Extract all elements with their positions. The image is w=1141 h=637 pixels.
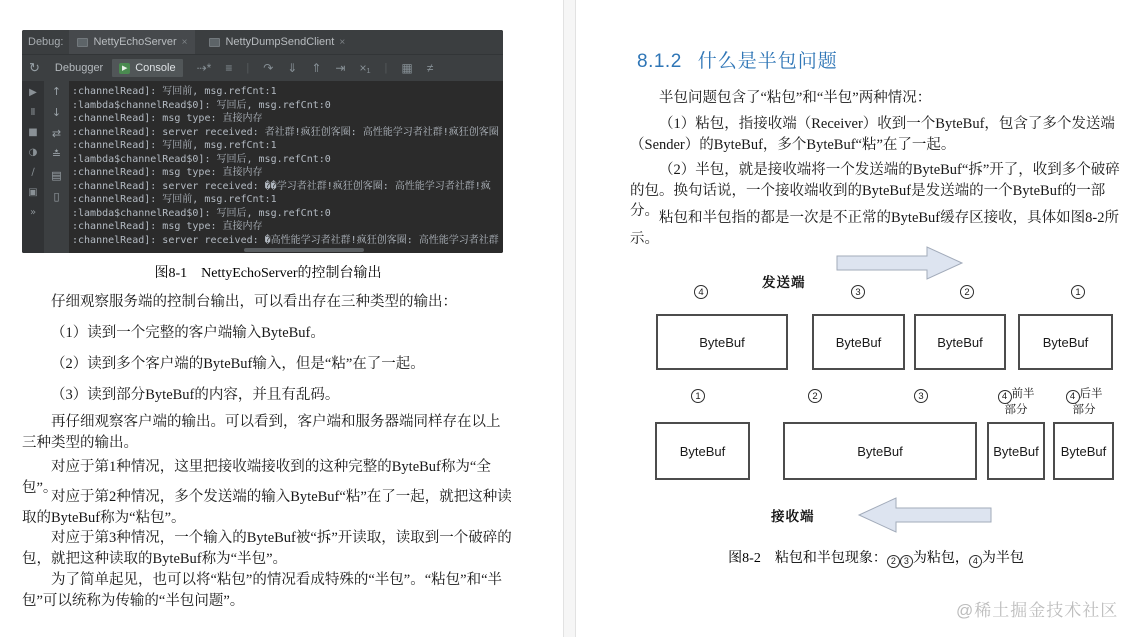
paragraph: 再仔细观察客户端的输出。可以看到，客户端和服务器端同样存在以上三种类型的输出。 (22, 414, 501, 451)
send-seq-2: 2 (960, 285, 974, 299)
debug-label: Debug: (28, 36, 64, 48)
console-line: :channelRead]: 写回前, msg.refCnt:1 (72, 194, 277, 205)
console-action-strip (44, 81, 69, 253)
paragraph: 仔细观察服务端的控制台输出，可以看出存在三种类型的输出： (51, 294, 457, 310)
recv-part1-num: 4 (998, 390, 1012, 404)
recv-seq-2: 2 (808, 389, 822, 403)
rerun-icon[interactable]: ↻ (29, 60, 40, 75)
bytebuf-box-send-2: ByteBuf (914, 314, 1006, 370)
paragraph: 对应于第2种情况，多个发送端的输入ByteBuf“粘”在了一起，就把这种读取的ByteBuf称为“粘包”。 (22, 489, 512, 526)
section-number: 8.1.2 (637, 51, 682, 72)
console-line: :channelRead]: server received: ��学习者社群!疯狂创客圈: 高性能学习者社群!疯 (72, 180, 491, 192)
bytebuf-box-recv-23: ByteBuf (783, 422, 977, 480)
console-output (72, 85, 503, 253)
send-seq-1: 1 (1071, 285, 1085, 299)
close-icon[interactable]: × (339, 36, 346, 48)
debug-action-strip (22, 81, 44, 253)
recv-part1-line1: 前半 (1011, 388, 1035, 400)
console-line: :lambda$channelRead$0]: 写回后, msg.refCnt:0 (72, 153, 331, 165)
tab-console-label: Console (135, 62, 176, 74)
watermark: @稀土掘金技术社区 (956, 601, 1119, 620)
console-play-icon: ▶ (119, 63, 130, 74)
figure-8-1-caption: 图8-1 NettyEchoServer的控制台输出 (154, 266, 382, 281)
recv-part2-line2: 部分 (1072, 403, 1096, 416)
console-line: :channelRead]: msg type: 直接内存 (72, 221, 263, 232)
run-tab-label: NettyDumpSendClient (225, 36, 335, 48)
receive-arrow-icon (856, 495, 992, 535)
bytebuf-box-recv-4a: ByteBuf (987, 422, 1045, 480)
bytebuf-box-recv-1: ByteBuf (655, 422, 750, 480)
step-out-icon[interactable]: ⇑ (311, 61, 322, 75)
resume-icon[interactable]: ▶ (29, 87, 37, 98)
console-line: :channelRead]: 写回前, msg.refCnt:1 (72, 140, 277, 151)
step-over-icon[interactable]: ↷ (263, 61, 274, 75)
paragraph: 对应于第3种情况，一个输入的ByteBuf被“拆”开读取，读取到一个破碎的包，就把这种读取的ByteBuf称为“半包”。 (22, 530, 512, 567)
recv-part2-num: 4 (1066, 390, 1080, 404)
more-icon[interactable]: » (29, 207, 37, 218)
step-into-icon[interactable]: ⇓ (287, 61, 298, 75)
tab-console[interactable] (112, 59, 182, 77)
recv-part2-label (1054, 388, 1114, 417)
caption-num-4: 4 (969, 555, 982, 568)
sender-label: 发送端 (762, 275, 806, 290)
edit-icon[interactable]: ∕ (31, 167, 35, 178)
tab-debugger[interactable]: Debugger (54, 62, 104, 74)
console-line: :channelRead]: msg type: 直接内存 (72, 167, 263, 178)
section-title: 什么是半包问题 (697, 51, 838, 72)
horizontal-scrollbar[interactable] (244, 248, 364, 252)
menu-icon[interactable]: ≡ (225, 61, 233, 75)
paragraph: （2）读到多个客户端的ByteBuf输入，但是“粘”在了一起。 (51, 356, 425, 372)
toolbar-separator: | (384, 62, 388, 74)
paragraph: 粘包和半包指的都是一次是不正常的ByteBuf缓存区接收，具体如图8-2所示。 (630, 210, 1119, 247)
paragraph: （2）半包，就是接收端将一个发送端的ByteBuf“拆”开了，收到多个破碎的包。换句话说，一个接收端收到的ByteBuf是发送端的一个ByteBuf的一部分。 (630, 162, 1120, 219)
console-line: :channelRead]: 写回前, msg.refCnt:1 (72, 86, 277, 97)
mute-breakpoints-icon[interactable]: ≠ (426, 61, 434, 75)
screenshot-icon[interactable]: ▣ (28, 187, 38, 198)
paragraph: （1）读到一个完整的客户端输入ByteBuf。 (51, 325, 325, 341)
figure-8-2-caption (630, 547, 1122, 568)
console-body (22, 81, 503, 253)
debugger-toolbar (22, 54, 503, 81)
send-seq-3: 3 (851, 285, 865, 299)
bytebuf-box-send-1: ByteBuf (1018, 314, 1113, 370)
paragraph: （1）粘包，指接收端（Receiver）收到一个ByteBuf，包含了多个发送端（Sender）的ByteBuf，多个ByteBuf“粘”在了一起。 (630, 116, 1115, 153)
scroll-down-icon[interactable]: ↓ (51, 106, 62, 119)
clear-icon[interactable]: ▯ (53, 190, 60, 203)
run-tab-nettyechoserver[interactable] (69, 30, 195, 54)
view-breakpoints-icon[interactable]: ▦ (401, 61, 413, 75)
run-tab-nettydumpsendclient[interactable] (201, 30, 353, 54)
run-config-icon (209, 38, 220, 47)
soft-wrap-icon[interactable]: ⇄ (51, 127, 62, 140)
print-icon[interactable]: ▤ (51, 169, 62, 182)
console-line: :lambda$channelRead$0]: 写回后, msg.refCnt:0 (72, 99, 331, 111)
paragraph: （3）读到部分ByteBuf的内容，并且有乱码。 (51, 387, 340, 403)
run-to-cursor-icon[interactable]: ⇥ (335, 61, 346, 75)
bytebuf-box-send-4: ByteBuf (656, 314, 788, 370)
recv-part2-line1: 后半 (1079, 388, 1103, 400)
run-config-icon (77, 38, 88, 47)
console-line: :lambda$channelRead$0]: 写回后, msg.refCnt:0 (72, 207, 331, 219)
caption-num-2: 2 (887, 555, 900, 568)
recv-seq-3: 3 (914, 389, 928, 403)
caption-num-3: 3 (900, 555, 913, 568)
scroll-up-icon[interactable]: ↑ (51, 85, 62, 98)
view-mode-icon[interactable]: ◑ (28, 147, 38, 158)
console-line: :channelRead]: server received: 者社群!疯狂创客圈: 高性能学习者社群!疯狂创客圈 (72, 126, 499, 138)
debug-tab-bar (22, 30, 503, 54)
bytebuf-box-send-3: ByteBuf (812, 314, 905, 370)
recv-seq-1: 1 (691, 389, 705, 403)
paragraph: 半包问题包含了“粘包”和“半包”两种情况： (659, 90, 932, 106)
scroll-to-end-icon[interactable]: ≛ (51, 148, 62, 161)
ide-console-screenshot (22, 30, 503, 253)
paragraph: 为了简单起见，也可以将“粘包”的情况看成特殊的“半包”。“粘包”和“半包”可以统称为传输的“半包问题”。 (22, 572, 503, 609)
page-gutter (563, 0, 576, 637)
console-line: :channelRead]: server received: �高性能学习者社群!疯狂创客圈: 高性能学习者社群 (72, 234, 499, 246)
recv-part1-line2: 部分 (1004, 403, 1028, 416)
caption-mid: 为粘包， (912, 551, 969, 566)
run-tab-label: NettyEchoServer (93, 36, 177, 48)
toolbar-separator: | (246, 62, 250, 74)
receiver-label: 接收端 (771, 509, 815, 524)
bytebuf-box-recv-4b: ByteBuf (1053, 422, 1114, 480)
close-icon[interactable]: × (181, 36, 188, 48)
caption-suffix: 为半包 (981, 551, 1024, 566)
caption-prefix: 图8-2 粘包和半包现象： (728, 551, 887, 566)
recv-part1-label (986, 388, 1046, 417)
paragraph: 对应于第1种情况，这里把接收端接收到的这种完整的ByteBuf称为“全包”。 (22, 459, 491, 496)
section-heading (637, 46, 838, 73)
drop-frame-icon[interactable]: ×₁ (359, 61, 371, 75)
send-seq-4: 4 (694, 285, 708, 299)
console-line: :channelRead]: msg type: 直接内存 (72, 113, 263, 124)
step-icon[interactable]: ⇢* (196, 61, 212, 75)
stop-icon[interactable]: ■ (28, 127, 38, 138)
pause-icon[interactable]: Ⅱ (30, 107, 36, 118)
send-arrow-icon (836, 245, 964, 281)
